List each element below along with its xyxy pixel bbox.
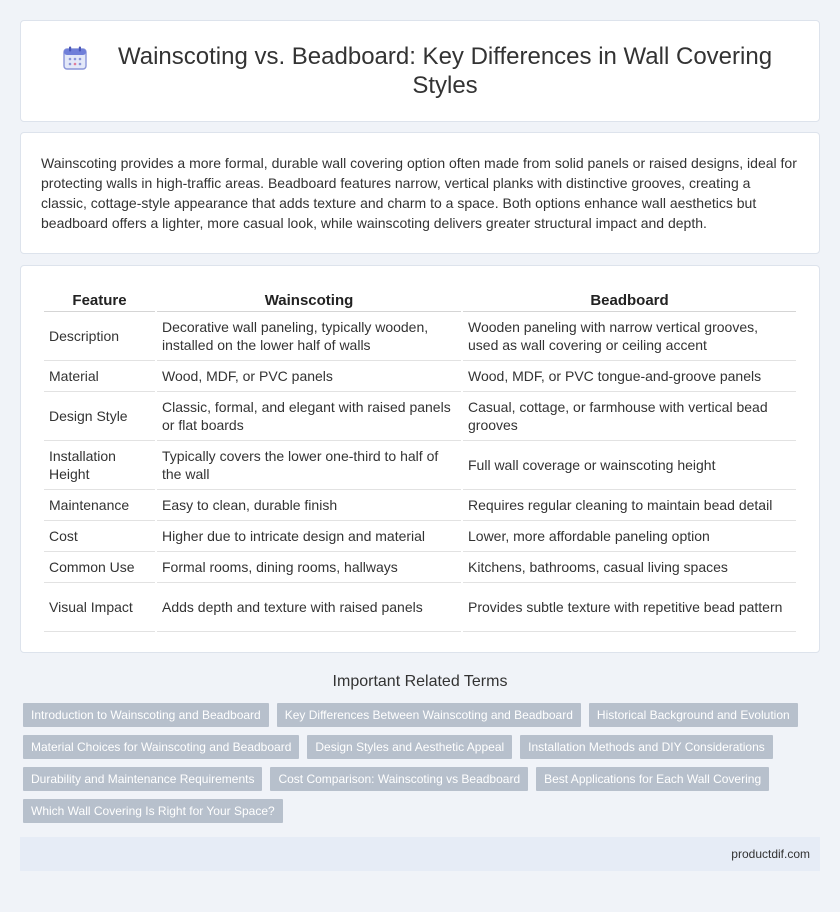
header-beadboard: Beadboard (463, 288, 796, 312)
related-terms-title: Important Related Terms (332, 673, 508, 690)
cell-feature: Design Style (44, 392, 155, 441)
intro-paragraph: Wainscoting provides a more formal, durable wall covering option often made from solid panels or raised designs, ideal for protecting walls in high-traffic areas. Beadboard features narrow, vertical planks with distinctive grooves, creating a classic, cottage-style appearance that adds texture and charm to a space. Both options enhance wall aesthetics but beadboard offers a lighter, more casual look, while wainscoting delivers greater structural impact and depth. (41, 155, 797, 231)
cell-beadboard: Wood, MDF, or PVC tongue-and-groove panels (463, 361, 796, 392)
cell-beadboard: Requires regular cleaning to maintain bead detail (463, 490, 796, 521)
calendar-icon (61, 44, 89, 72)
cell-wainscoting: Wood, MDF, or PVC panels (157, 361, 461, 392)
cell-beadboard: Full wall coverage or wainscoting height (463, 441, 796, 490)
table-row (44, 312, 796, 361)
related-tag[interactable]: Introduction to Wainscoting and Beadboard (23, 703, 269, 727)
comparison-table (42, 288, 798, 632)
table-row (44, 583, 796, 632)
related-tag[interactable]: Material Choices for Wainscoting and Beadboard (23, 735, 299, 759)
cell-wainscoting: Formal rooms, dining rooms, hallways (157, 552, 461, 583)
related-tag[interactable]: Historical Background and Evolution (589, 703, 798, 727)
related-tag[interactable]: Best Applications for Each Wall Covering (536, 767, 769, 791)
table-header-row (44, 288, 796, 312)
cell-wainscoting: Typically covers the lower one-third to half of the wall (157, 441, 461, 490)
table-row (44, 392, 796, 441)
cell-beadboard: Casual, cottage, or farmhouse with vertical bead grooves (463, 392, 796, 441)
cell-beadboard: Wooden paneling with narrow vertical grooves, used as wall covering or ceiling accent (463, 312, 796, 361)
cell-beadboard: Kitchens, bathrooms, casual living spaces (463, 552, 796, 583)
cell-wainscoting: Decorative wall paneling, typically wooden, installed on the lower half of walls (157, 312, 461, 361)
cell-feature: Description (44, 312, 155, 361)
cell-feature: Installation Height (44, 441, 155, 490)
cell-wainscoting: Classic, formal, and elegant with raised panels or flat boards (157, 392, 461, 441)
title-wrap (61, 42, 779, 100)
header-wainscoting: Wainscoting (157, 288, 461, 312)
cell-wainscoting: Adds depth and texture with raised panels (157, 583, 461, 632)
cell-feature: Cost (44, 521, 155, 552)
related-tag[interactable]: Cost Comparison: Wainscoting vs Beadboard (270, 767, 528, 791)
cell-feature: Visual Impact (44, 583, 155, 632)
table-row (44, 441, 796, 490)
related-tag[interactable]: Installation Methods and DIY Considerations (520, 735, 773, 759)
cell-beadboard: Lower, more affordable paneling option (463, 521, 796, 552)
intro-card (20, 132, 820, 254)
page-title: Wainscoting vs. Beadboard: Key Differences in Wall Covering Styles (117, 43, 773, 99)
cell-feature: Maintenance (44, 490, 155, 521)
related-tag[interactable]: Design Styles and Aesthetic Appeal (307, 735, 512, 759)
title-card (20, 20, 820, 122)
table-row (44, 361, 796, 392)
footer-site[interactable]: productdif.com (731, 847, 810, 861)
cell-beadboard: Provides subtle texture with repetitive bead pattern (463, 583, 796, 632)
related-tag[interactable]: Which Wall Covering Is Right for Your Space? (23, 799, 283, 823)
related-tag[interactable]: Key Differences Between Wainscoting and Beadboard (277, 703, 581, 727)
header-feature: Feature (44, 288, 155, 312)
footer (20, 837, 820, 871)
related-terms-section (20, 673, 820, 823)
table-row (44, 490, 796, 521)
cell-wainscoting: Easy to clean, durable finish (157, 490, 461, 521)
related-tag[interactable]: Durability and Maintenance Requirements (23, 767, 262, 791)
cell-feature: Material (44, 361, 155, 392)
related-tags (20, 703, 820, 823)
comparison-card (20, 265, 820, 653)
cell-wainscoting: Higher due to intricate design and material (157, 521, 461, 552)
table-row (44, 552, 796, 583)
table-row (44, 521, 796, 552)
cell-feature: Common Use (44, 552, 155, 583)
